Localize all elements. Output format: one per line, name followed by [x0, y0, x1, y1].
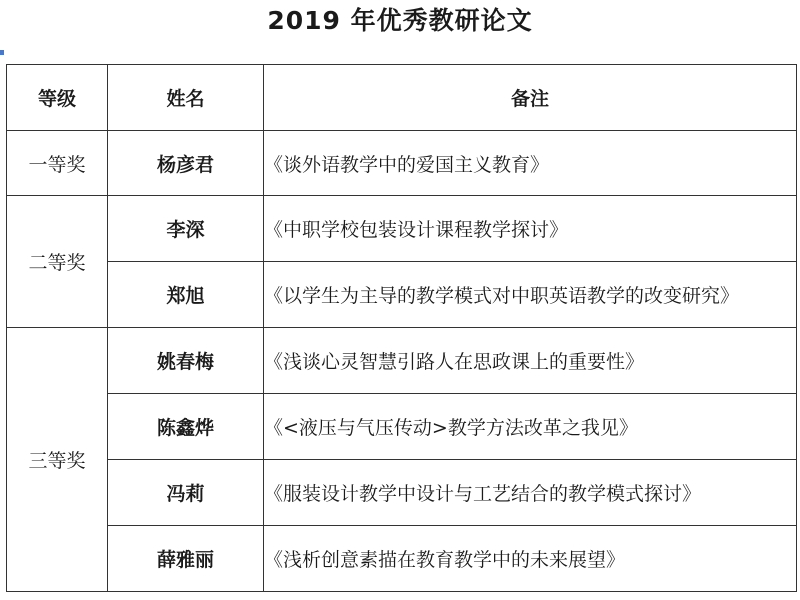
table-row	[7, 394, 797, 460]
table-row	[7, 328, 797, 394]
table-row	[7, 460, 797, 526]
paper-title: 《<液压与气压传动>教学方法改革之我见》	[264, 394, 797, 460]
header-name: 姓名	[108, 65, 264, 131]
award-level-third: 三等奖	[7, 328, 108, 592]
page-title: 2019 年优秀教研论文	[267, 6, 533, 35]
author-name: 薛雅丽	[108, 526, 264, 592]
author-name: 姚春梅	[108, 328, 264, 394]
awards-table	[6, 64, 797, 592]
paper-title: 《服装设计教学中设计与工艺结合的教学模式探讨》	[264, 460, 797, 526]
paper-title: 《谈外语教学中的爱国主义教育》	[264, 131, 797, 196]
author-name: 陈鑫烨	[108, 394, 264, 460]
header-note: 备注	[264, 65, 797, 131]
table-header-row	[7, 65, 797, 131]
paper-title: 《浅析创意素描在教育教学中的未来展望》	[264, 526, 797, 592]
author-name: 杨彦君	[108, 131, 264, 196]
award-level-second: 二等奖	[7, 196, 108, 328]
table-row	[7, 131, 797, 196]
header-level: 等级	[7, 65, 108, 131]
award-level-first: 一等奖	[7, 131, 108, 196]
table-row	[7, 526, 797, 592]
author-name: 李深	[108, 196, 264, 262]
author-name: 冯莉	[108, 460, 264, 526]
table-row	[7, 196, 797, 262]
table-row	[7, 262, 797, 328]
table-anchor-marker	[0, 50, 4, 55]
paper-title: 《中职学校包装设计课程教学探讨》	[264, 196, 797, 262]
paper-title: 《以学生为主导的教学模式对中职英语教学的改变研究》	[264, 262, 797, 328]
author-name: 郑旭	[108, 262, 264, 328]
paper-title: 《浅谈心灵智慧引路人在思政课上的重要性》	[264, 328, 797, 394]
